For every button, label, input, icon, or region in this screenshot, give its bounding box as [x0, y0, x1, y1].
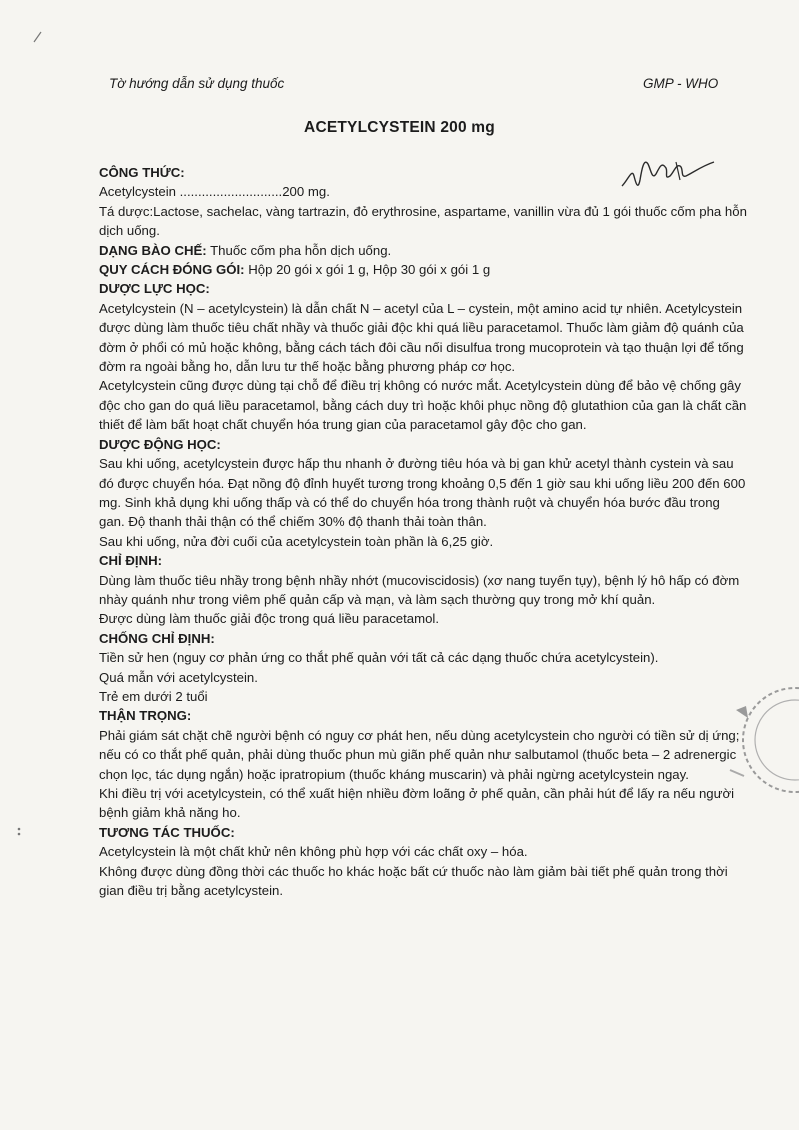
contraindications-paragraph-1: Tiền sử hen (nguy cơ phản ứng co thắt phế quản với tất cả các dạng thuốc chứa acetylcystein). [99, 650, 659, 666]
section-heading-dang-bao-che: DẠNG BÀO CHẾ: [99, 242, 207, 258]
section-heading-quy-cach: QUY CÁCH ĐÓNG GÓI: [99, 262, 245, 278]
interactions-paragraph-1: Acetylcystein là một chất khử nên không phù hợp với các chất oxy – hóa. [99, 844, 528, 860]
formula-line: Acetylcystein ............................200 mg. [99, 184, 330, 200]
section-heading-than-trong: THẬN TRỌNG: [99, 708, 192, 724]
pharmacodynamics-paragraph-2: Acetylcystein cũng được dùng tại chỗ để điều trị không có nước mắt. Acetylcystein dùng để bảo vệ chống gây độc cho gan do quá liều paracetamol, bằng cách duy trì hoặc khôi phục nồng độ glutathion của gan là chất cần thiết để làm bất hoạt chất chuyển hóa trung gian của paracetamol gây độc cho gan. [99, 378, 747, 433]
section-heading-tuong-tac: TƯƠNG TÁC THUỐC: [99, 824, 235, 840]
section-heading-chong-chi-dinh: CHỐNG CHỈ ĐỊNH: [99, 630, 215, 646]
packaging-line [99, 260, 749, 279]
interactions-paragraph-2: Không được dùng đồng thời các thuốc ho khác hoặc bất cứ thuốc nào làm giảm bài tiết phế quản trong thời gian điều trị bằng acetylcystein. [99, 863, 728, 899]
pharmacokinetics-paragraph-1: Sau khi uống, acetylcystein được hấp thu nhanh ở đường tiêu hóa và bị gan khử acetyl thành cystein và sau đó được chuyển hóa. Đạt nồng độ đỉnh huyết tương trong khoảng 0,5 đến 1 giờ sau khi uống liều 200 đến 600 mg. Sinh khả dụng khi uống thấp và có thể do chuyển hóa trong thành ruột và chuyển hóa bước đầu trong gan. Độ thanh thải thận có thể chiếm 30% độ thanh thải toàn thân. [99, 456, 746, 530]
document-title: ACETYLCYSTEIN 200 mg [304, 119, 495, 136]
indications-paragraph-2: Được dùng làm thuốc giải độc trong quá liều paracetamol. [99, 611, 440, 627]
contraindications-paragraph-3: Trẻ em dưới 2 tuổi [99, 688, 208, 704]
precautions-paragraph-2: Khi điều trị với acetylcystein, có thể xuất hiện nhiều đờm loãng ở phế quản, cần phải hút để lấy ra nếu người bệnh giảm khả năng ho. [99, 786, 735, 821]
header-left: Tờ hướng dẫn sử dụng thuốc [109, 76, 285, 91]
indications-paragraph-1: Dùng làm thuốc tiêu nhầy trong bệnh nhầy nhớt (mucoviscidosis) (xơ nang tuyến tụy), bệnh lý hô hấp có đờm nhày quánh như trong viêm phế quản cấp và mạn, và làm sạch thường quy trong mở khí quản. [99, 572, 740, 607]
section-heading-cong-thuc: CÔNG THỨC: [99, 165, 185, 180]
dosage-form-line [99, 241, 749, 260]
margin-mark-icon [32, 30, 44, 44]
dosage-form-text: Thuốc cốm pha hỗn dịch uống. [206, 242, 392, 258]
precautions-paragraph-1: Phải giám sát chặt chẽ người bệnh có nguy cơ phát hen, nếu dùng acetylcystein cho người có tiền sử dị ứng; nếu có co thắt phế quản, phải dùng thuốc phun mù giãn phế quản như salbutamol (thuốc beta – 2 adrenergic chọn lọc, tác dụng ngắn) hoặc ipratropium (thuốc kháng muscarin) và phải ngừng acetylcystein ngay. [99, 727, 740, 782]
margin-dot-icon [16, 826, 22, 836]
packaging-text: Hộp 20 gói x gói 1 g, Hộp 30 gói x gói 1 g [244, 262, 491, 278]
excipients-line: Tá dược:Lactose, sachelac, vàng tartrazin, đỏ erythrosine, aspartame, vanillin vừa đủ 1 gói thuốc cốm pha hỗn dịch uống. [99, 203, 747, 239]
document-body [99, 163, 749, 900]
header-right: GMP - WHO [643, 76, 719, 91]
section-heading-duoc-dong-hoc: DƯỢC ĐỘNG HỌC: [99, 436, 221, 452]
section-heading-chi-dinh: CHỈ ĐỊNH: [99, 553, 163, 569]
contraindications-paragraph-2: Quá mẫn với acetylcystein. [99, 669, 258, 685]
pharmacokinetics-paragraph-2: Sau khi uống, nửa đời cuối của acetylcystein toàn phần là 6,25 giờ. [99, 533, 494, 549]
section-heading-duoc-luc-hoc: DƯỢC LỰC HỌC: [99, 281, 210, 297]
pharmacodynamics-paragraph-1: Acetylcystein (N – acetylcystein) là dẫn chất N – acetyl của L – cystein, một amino acid tự nhiên. Acetylcystein được dùng làm thuốc tiêu chất nhầy và thuốc giải độc khi quá liều paracetamol. Thuốc làm giảm độ quánh của đờm ở phổi có mủ hoặc không, bằng cách tách đôi cầu nối disulfua trong mucoprotein và tạo thuận lợi để tống đờm ra ngoài bằng ho, dẫn lưu tư thế hoặc bằng phương pháp cơ học. [99, 300, 744, 375]
